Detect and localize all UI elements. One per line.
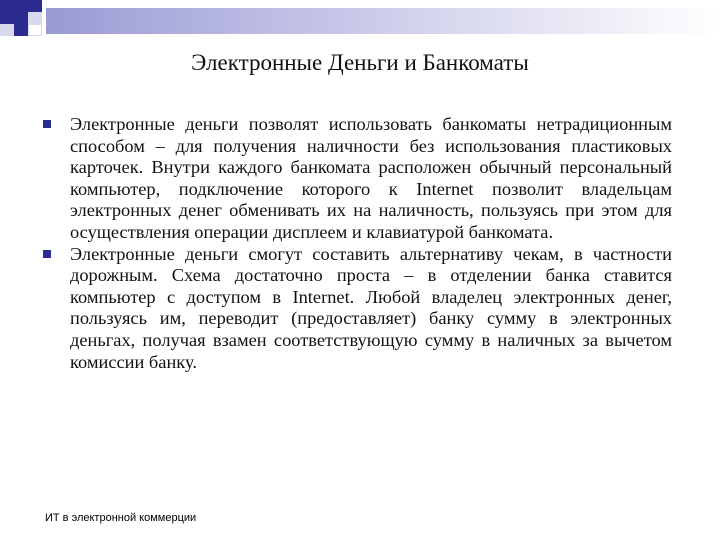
bullet-item: [40, 244, 672, 374]
square-bullet-icon: [43, 250, 51, 258]
slide-title: Электронные Деньги и Банкоматы: [191, 50, 529, 75]
square-bullet-icon: [43, 120, 51, 128]
slide-footer: ИТ в электронной коммерции: [45, 512, 197, 524]
header-gradient-bar: [46, 8, 720, 34]
deco-square: [28, 0, 42, 12]
deco-square: [28, 24, 42, 36]
bullet-list: [40, 114, 672, 373]
bullet-item: [40, 114, 672, 244]
deco-square: [14, 24, 28, 36]
bullet-text: Электронные деньги позволят использовать банкоматы нетрадиционным способом – для получения наличности без использования пластиковых карточек. Внутри каждого банкомата расположен обычный персональный компьютер, подключение которого к Internet позволит владельцам электронных денег обменивать их на наличность, пользуясь при этом для осуществления операции дисплеем и клавиатурой банкомата.: [70, 114, 672, 242]
deco-square: [0, 0, 28, 24]
deco-square: [28, 12, 42, 24]
deco-square: [0, 24, 14, 36]
bullet-text: Электронные деньги смогут составить альтернативу чекам, в частности дорожным. Схема достаточно проста – в отделении банка ставится компьютер с доступом в Internet. Любой владелец электронных денег, пользуясь им, переводит (предоставляет) банку сумму в электронных деньгах, получая взамен соответствующую сумму в наличных за вычетом комиссии банку.: [70, 243, 672, 372]
